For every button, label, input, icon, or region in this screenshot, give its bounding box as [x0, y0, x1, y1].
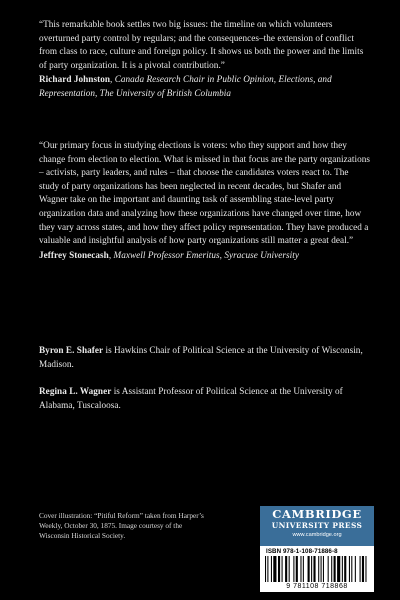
endorsement-quote — [39, 18, 371, 101]
barcode-bar — [308, 556, 310, 582]
publisher-logo — [260, 506, 374, 546]
barcode-bar — [334, 556, 336, 582]
illustration-credit: Cover illustration: “Pitiful Reform” taken from Harper’s Weekly, October 30, 1875. Image courtesy of the Wisconsin Historical Society. — [39, 511, 204, 541]
barcode-bar — [328, 556, 329, 582]
quote-author: Richard Johnston — [39, 74, 110, 85]
barcode-bar — [278, 556, 280, 582]
endorsement-quote — [39, 139, 371, 262]
author-bio-text: is Assistant Professor of Political Science at the University of Alabama, Tuscaloosa. — [39, 386, 343, 410]
barcode-bar — [331, 556, 332, 582]
isbn-label: ISBN 978-1-108-71886-8 — [266, 548, 338, 555]
barcode-bar — [355, 556, 356, 582]
quote-affiliation: Canada Research Chair in Public Opinion, Elections, and Representation, The University of British Columbia — [39, 74, 332, 98]
publisher-press: UNIVERSITY PRESS — [271, 521, 363, 530]
quote-affiliation: Maxwell Professor Emeritus, Syracuse University — [113, 249, 300, 260]
barcode-bar — [303, 556, 304, 582]
barcode-panel — [260, 546, 374, 592]
author-name: Regina L. Wagner — [39, 386, 112, 396]
barcode-bar — [311, 556, 312, 582]
barcode-bar — [267, 556, 268, 582]
author-bio-text: is Hawkins Chair of Political Science at the University of Wisconsin, Madison. — [39, 345, 363, 369]
quote-attribution: Jeffrey Stonecash, Maxwell Professor Emeritus, Syracuse University — [39, 249, 300, 260]
barcode-bar — [282, 556, 283, 582]
barcode-bar — [289, 556, 290, 582]
barcode-bar — [271, 556, 272, 582]
author-bio — [39, 385, 371, 412]
barcode-bar — [349, 556, 350, 582]
barcode-icon — [265, 556, 369, 582]
publisher-url: www.cambridge.org — [292, 532, 342, 538]
barcode-bar — [323, 556, 324, 582]
quote-text: “Our primary focus in studying elections is voters: who they support and how they change from election to election. What is missed in that focus are the party organizations – activists, party leaders, and rules – that choose the candidates voters react to. The study of party organizations has been neglected in recent decades, but Shafer and Wagner take on the important and daunting task of assembling state-level party organization data and analyzing how these organizations have changed over time, how they vary across states, and how they affect policy representation. They have produced a valuable and insightful analysis of how party organizations still matter a great deal.” — [39, 140, 370, 246]
quote-text: “This remarkable book settles two big issues: the timeline on which volunteers overturned party control by regulars; and the consequences–the extension of conflict from class to race, culture and foreign policy. It shows us both the power and the limits of party organization. It is a pivotal contribution.” — [39, 19, 364, 70]
barcode-bar — [321, 556, 322, 582]
barcode-bar — [362, 556, 364, 582]
barcode-bar — [285, 556, 287, 582]
barcode-bar — [273, 556, 276, 582]
author-bio — [39, 344, 371, 371]
barcode-digits: 9 781108 718868 — [286, 583, 348, 590]
publisher-name: CAMBRIDGE — [272, 507, 362, 521]
quote-author: Jeffrey Stonecash — [39, 249, 109, 260]
barcode-bar — [365, 556, 366, 582]
barcode-bar — [344, 556, 346, 582]
barcode-bar — [342, 556, 343, 582]
barcode-bar — [318, 556, 319, 582]
barcode-bar — [293, 556, 294, 582]
barcode-bar — [300, 556, 301, 582]
quote-attribution: Richard Johnston, Canada Research Chair in Public Opinion, Elections, and Representation, The University of British Columbia — [39, 74, 332, 98]
barcode-bar — [360, 556, 361, 582]
author-name: Byron E. Shafer — [39, 345, 104, 355]
barcode-bar — [265, 556, 266, 582]
barcode-bar — [337, 556, 340, 582]
barcode-bar — [313, 556, 315, 582]
barcode-bar — [351, 556, 352, 582]
publisher-imprint — [260, 506, 374, 592]
barcode-bar — [296, 556, 298, 582]
